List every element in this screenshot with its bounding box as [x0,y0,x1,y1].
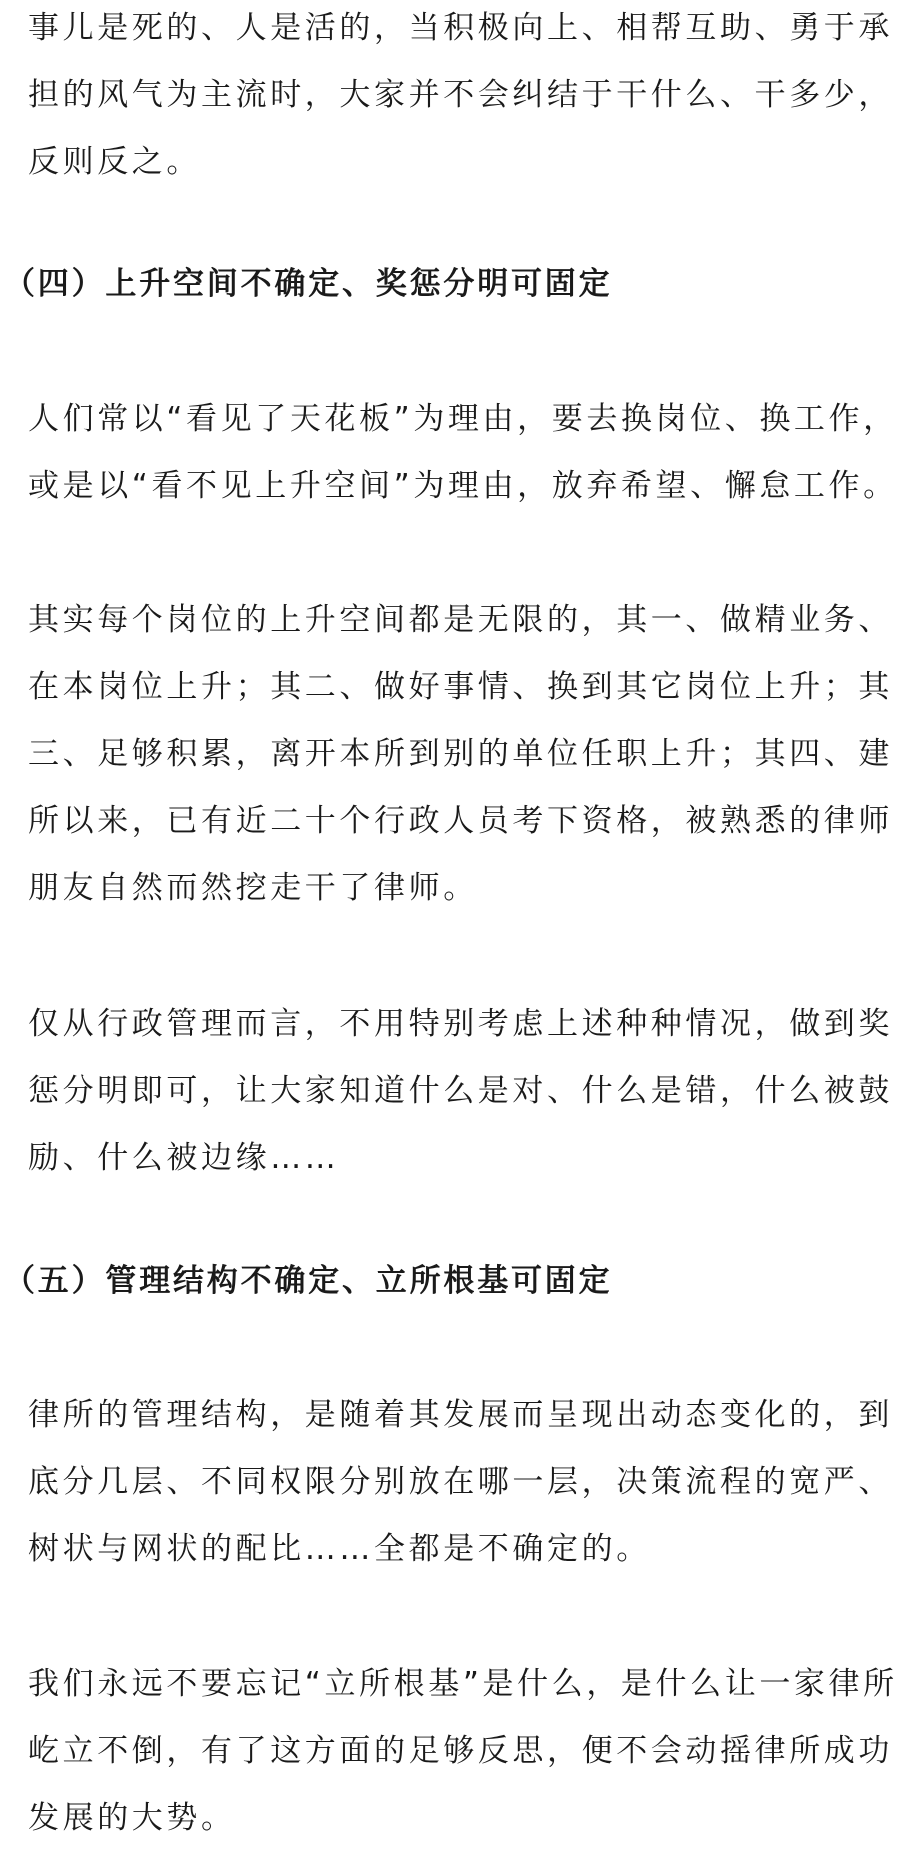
paragraph-line: 惩分明即可，让大家知道什么是对、什么是错，什么被鼓 [28,1073,893,1109]
paragraph-line: 所以来，已有近二十个行政人员考下资格，被熟悉的律师 [28,803,893,839]
paragraph-line: 事儿是死的、人是活的，当积极向上、相帮互助、勇于承 [28,10,893,46]
paragraph-line: 或是以“看不见上升空间”为理由，放弃希望、懈怠工作。 [28,468,898,504]
paragraph-line: 担的风气为主流时，大家并不会纠结于干什么、干多少， [28,77,893,113]
section-heading-5: （五）管理结构不确定、立所根基可固定 [4,1263,613,1299]
paragraph-line: 在本岗位上升；其二、做好事情、换到其它岗位上升；其 [28,669,893,705]
paragraph-line: 树状与网状的配比……全都是不确定的。 [28,1531,651,1567]
paragraph-line: 我们永远不要忘记“立所根基”是什么，是什么让一家律所 [28,1666,898,1702]
paragraph-line: 律所的管理结构，是随着其发展而呈现出动态变化的，到 [28,1397,893,1433]
paragraph-line: 屹立不倒，有了这方面的足够反思，便不会动摇律所成功 [28,1733,893,1769]
paragraph-line: 反则反之。 [28,144,201,180]
paragraph-line: 励、什么被边缘…… [28,1140,340,1176]
paragraph-line: 三、足够积累，离开本所到别的单位任职上升；其四、建 [28,736,893,772]
paragraph-line: 发展的大势。 [28,1800,236,1836]
paragraph-line: 仅从行政管理而言，不用特别考虑上述种种情况，做到奖 [28,1006,893,1042]
paragraph-line: 底分几层、不同权限分别放在哪一层，决策流程的宽严、 [28,1464,893,1500]
section-heading-4: （四）上升空间不确定、奖惩分明可固定 [4,266,613,302]
paragraph-line: 人们常以“看见了天花板”为理由，要去换岗位、换工作， [28,401,898,437]
paragraph-line: 朋友自然而然挖走干了律师。 [28,870,478,906]
paragraph-line: 其实每个岗位的上升空间都是无限的，其一、做精业务、 [28,602,893,638]
